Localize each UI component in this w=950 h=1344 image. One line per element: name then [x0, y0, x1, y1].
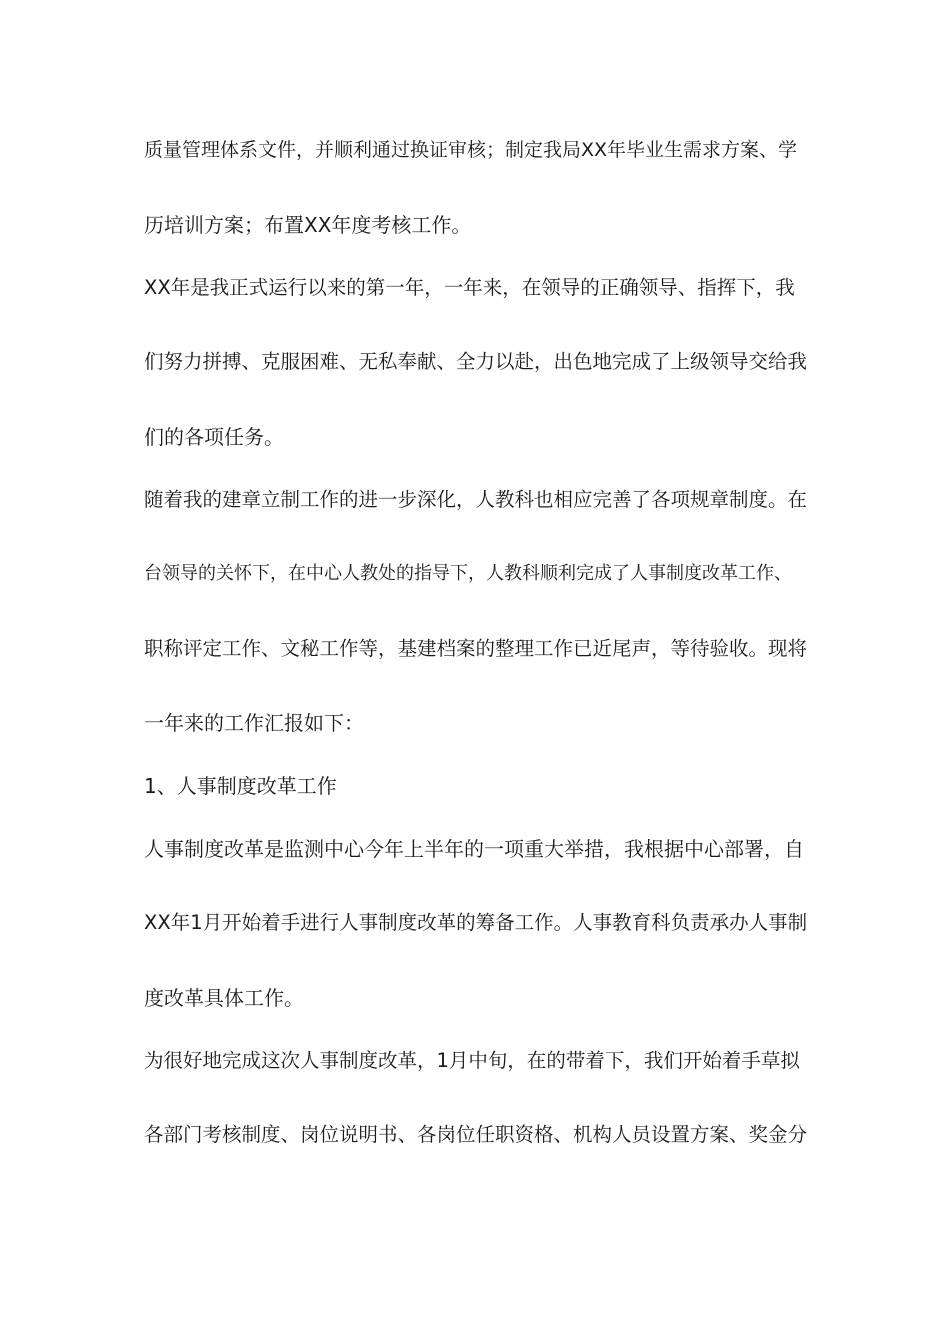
- text-line-15: 各部门考核制度、岗位说明书、各岗位任职资格、机构人员设置方案、奖金分: [144, 1123, 808, 1146]
- text-line-1: 质量管理体系文件，并顺利通过换证审核；制定我局XX年毕业生需求方案、学: [144, 139, 798, 161]
- text-line-12: XX年1月开始着手进行人事制度改革的筹备工作。人事教育科负责承办人事制: [144, 911, 808, 934]
- text-line-13: 度改革具体工作。: [144, 986, 304, 1010]
- text-line-4: 们努力拼搏、克服困难、无私奉献、全力以赴，出色地完成了上级领导交给我: [144, 350, 808, 373]
- text-line-2: 历培训方案；布置XX年度考核工作。: [144, 213, 472, 237]
- text-line-6: 随着我的建章立制工作的进一步深化，人教科也相应完善了各项规章制度。在: [144, 488, 808, 511]
- text-line-3: XX年是我正式运行以来的第一年，一年来，在领导的正确领导、指挥下，我: [144, 276, 795, 299]
- section-heading: 1、人事制度改革工作: [144, 774, 337, 798]
- text-line-14: 为很好地完成这次人事制度改革，1月中旬，在的带着下，我们开始着手草拟: [144, 1049, 800, 1072]
- text-line-8: 职称评定工作、文秘工作等，基建档案的整理工作已近尾声，等待验收。现将: [144, 637, 808, 660]
- text-line-11: 人事制度改革是监测中心今年上半年的一项重大举措，我根据中心部署，自: [144, 837, 804, 861]
- text-line-5: 们的各项任务。: [144, 425, 284, 449]
- text-line-7: 台领导的关怀下，在中心人教处的指导下，人教科顺利完成了人事制度改革工作、: [144, 563, 792, 584]
- text-line-9: 一年来的工作汇报如下：: [144, 711, 364, 735]
